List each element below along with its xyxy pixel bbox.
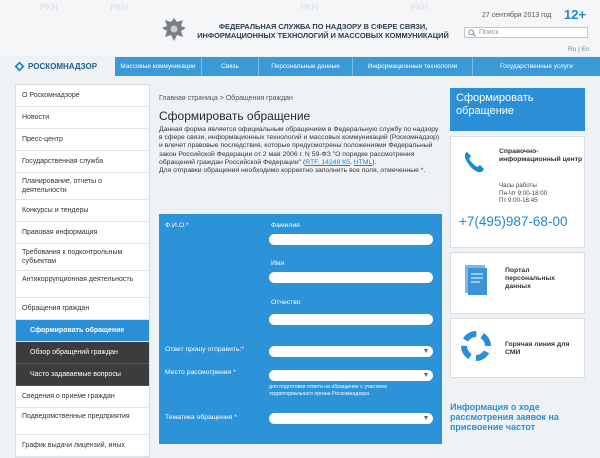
breadcrumb: Главная страница > Обращения граждан	[159, 95, 293, 102]
sidebar-item-legal-info[interactable]: Правовая информация	[16, 222, 149, 244]
review-place-label: Место рассмотрения *	[165, 369, 236, 376]
agency-name	[193, 22, 453, 40]
age-rating-badge: 12+	[564, 7, 587, 22]
chevron-down-icon	[424, 349, 428, 353]
nav-item-mass-communications[interactable]: Массовые коммуникации	[115, 57, 202, 76]
sidebar-item-civil-service[interactable]: Государственная служба	[16, 151, 149, 173]
main-nav	[115, 57, 600, 76]
name-label: Имя	[271, 260, 285, 267]
fio-label: Ф.И.О.*	[165, 222, 189, 229]
sidebar-item-reception-info[interactable]: Сведения о приеме граждан	[16, 386, 149, 408]
sidebar-item-appeals-review[interactable]: Обзор обращений граждан	[16, 342, 149, 364]
watermark-text: РКН	[410, 2, 428, 12]
help-center-phone[interactable]: +7(495)987-68-00	[459, 214, 568, 229]
search-placeholder: Поиск	[479, 29, 499, 36]
site-logo[interactable]	[14, 58, 97, 74]
watermark-text: РКН	[300, 2, 318, 12]
name-field[interactable]	[269, 272, 433, 283]
nav-item-information-technology[interactable]: Информационные технологии	[353, 57, 473, 76]
sidebar-item-create-appeal[interactable]: Сформировать обращение	[16, 320, 149, 342]
working-hours-weekdays: Пн-Чт 9:00-18:00	[499, 189, 548, 197]
working-hours-label: Часы работы	[499, 182, 537, 189]
lang-en-link[interactable]: En	[581, 46, 590, 53]
reply-method-select[interactable]	[269, 346, 433, 357]
sidebar-item-press-center[interactable]: Пресс-центр	[16, 129, 149, 151]
personal-data-portal-card[interactable]	[450, 252, 585, 314]
agency-line-2: ИНФОРМАЦИОННЫХ ТЕХНОЛОГИЙ И МАССОВЫХ КОММУНИКАЦИЙ	[197, 31, 449, 40]
lang-separator: |	[578, 46, 580, 53]
intro-comma: ,	[349, 158, 354, 166]
surname-field[interactable]	[269, 234, 433, 245]
intro-paragraph: Данная форма является официальным обращением в Федеральную службу по надзору в сфере связи, информационных технологий и массовых коммуникаций (Роскомнадзор) и влечет правовые последствия, которые предусмотрены положениями Федеральный закон Российской Федерации от 2 мая 2006 г. N 59-ФЗ "О порядке рассмотрения обращений граждан Российской Федерации" (	[159, 126, 440, 166]
agency-line-1: ФЕДЕРАЛЬНАЯ СЛУЖБА ПО НАДЗОРУ В СФЕРЕ СВЯЗИ,	[218, 22, 428, 31]
sidebar-item-subordinate-enterprises[interactable]: Подведомственные предприятия	[16, 408, 149, 435]
sidebar-item-news[interactable]: Новости	[16, 107, 149, 129]
help-center-title: Справочно-информационный центр	[499, 148, 583, 163]
rkn-logo-icon	[14, 61, 25, 72]
appeal-form	[159, 214, 442, 444]
sidebar-item-planning-reports[interactable]: Планирование, отчеты о деятельности	[16, 173, 149, 200]
reply-method-label: Ответ прошу отправить:*	[165, 346, 245, 353]
watermark-text: РКН	[40, 2, 58, 12]
coat-of-arms-icon	[161, 16, 187, 43]
page-title: Сформировать обращение	[159, 109, 311, 123]
patronymic-field[interactable]	[269, 314, 433, 325]
personal-data-portal-title[interactable]: Портал персональных данных	[505, 267, 556, 290]
help-center-card	[450, 136, 585, 248]
review-place-hint: для подготовки ответа на обращение с участием территориального органа Роскомнадзора	[269, 384, 387, 397]
language-switcher	[568, 46, 590, 53]
surname-label: Фамилия	[271, 222, 300, 229]
nav-item-public-services[interactable]: Государственные услуги	[500, 63, 573, 70]
nav-item-communications[interactable]: Связь	[202, 57, 259, 76]
search-icon[interactable]	[468, 29, 476, 37]
rtf-document-link[interactable]: RTF, 14248 Кб	[305, 158, 350, 166]
sidebar-item-requirements[interactable]: Требования к подконтрольным субъектам	[16, 244, 149, 271]
sidebar-menu	[15, 84, 150, 458]
review-place-select[interactable]	[269, 370, 433, 381]
create-appeal-banner[interactable]: Сформировать обращение	[450, 88, 585, 131]
phone-handset-icon	[461, 149, 487, 175]
sidebar-item-license-schedule[interactable]: График выдачи лицензий, иных	[16, 435, 149, 457]
topic-label: Тематика обращения *	[165, 414, 237, 421]
frequency-applications-info-link[interactable]: Информация о ходе рассмотрения заявок на присвоение частот	[450, 402, 559, 432]
watermark-text: РКН	[110, 2, 128, 12]
sidebar-item-about[interactable]: О Роскомнадзоре	[16, 85, 149, 107]
required-fields-note: Для отправки обращения необходимо корректно заполнить все поля, отмеченные *.	[159, 167, 426, 175]
chevron-down-icon	[424, 373, 428, 377]
lifebuoy-icon	[461, 331, 491, 361]
search-input[interactable]	[464, 27, 588, 38]
intro-text	[159, 126, 441, 175]
sidebar-item-citizen-appeals[interactable]: Обращения граждан	[16, 298, 149, 320]
current-date: 27 сентября 2013 год	[482, 12, 552, 19]
working-hours-friday: Пт 9:00-16:45	[499, 197, 538, 204]
sidebar-item-tenders[interactable]: Конкурсы и тендеры	[16, 200, 149, 222]
nav-item-personal-data[interactable]: Персональные данные	[259, 57, 353, 76]
document-folder-icon	[463, 263, 489, 297]
intro-close: ).	[372, 158, 377, 166]
topic-select[interactable]	[269, 413, 433, 424]
media-hotline-title[interactable]: Горячая линия для СМИ	[505, 341, 570, 356]
sidebar-item-anticorruption[interactable]: Антикоррупционная деятельность	[16, 271, 149, 298]
logo-text: РОСКОМНАДЗОР	[28, 61, 98, 71]
chevron-down-icon	[424, 416, 428, 420]
html-document-link[interactable]: HTML	[353, 158, 373, 166]
media-hotline-card[interactable]	[450, 318, 585, 378]
working-hours	[499, 182, 584, 205]
lang-ru-link[interactable]: Ru	[568, 46, 577, 53]
patronymic-label: Отчество	[271, 299, 301, 306]
sidebar-item-faq[interactable]: Часто задаваемые вопросы	[16, 364, 149, 386]
